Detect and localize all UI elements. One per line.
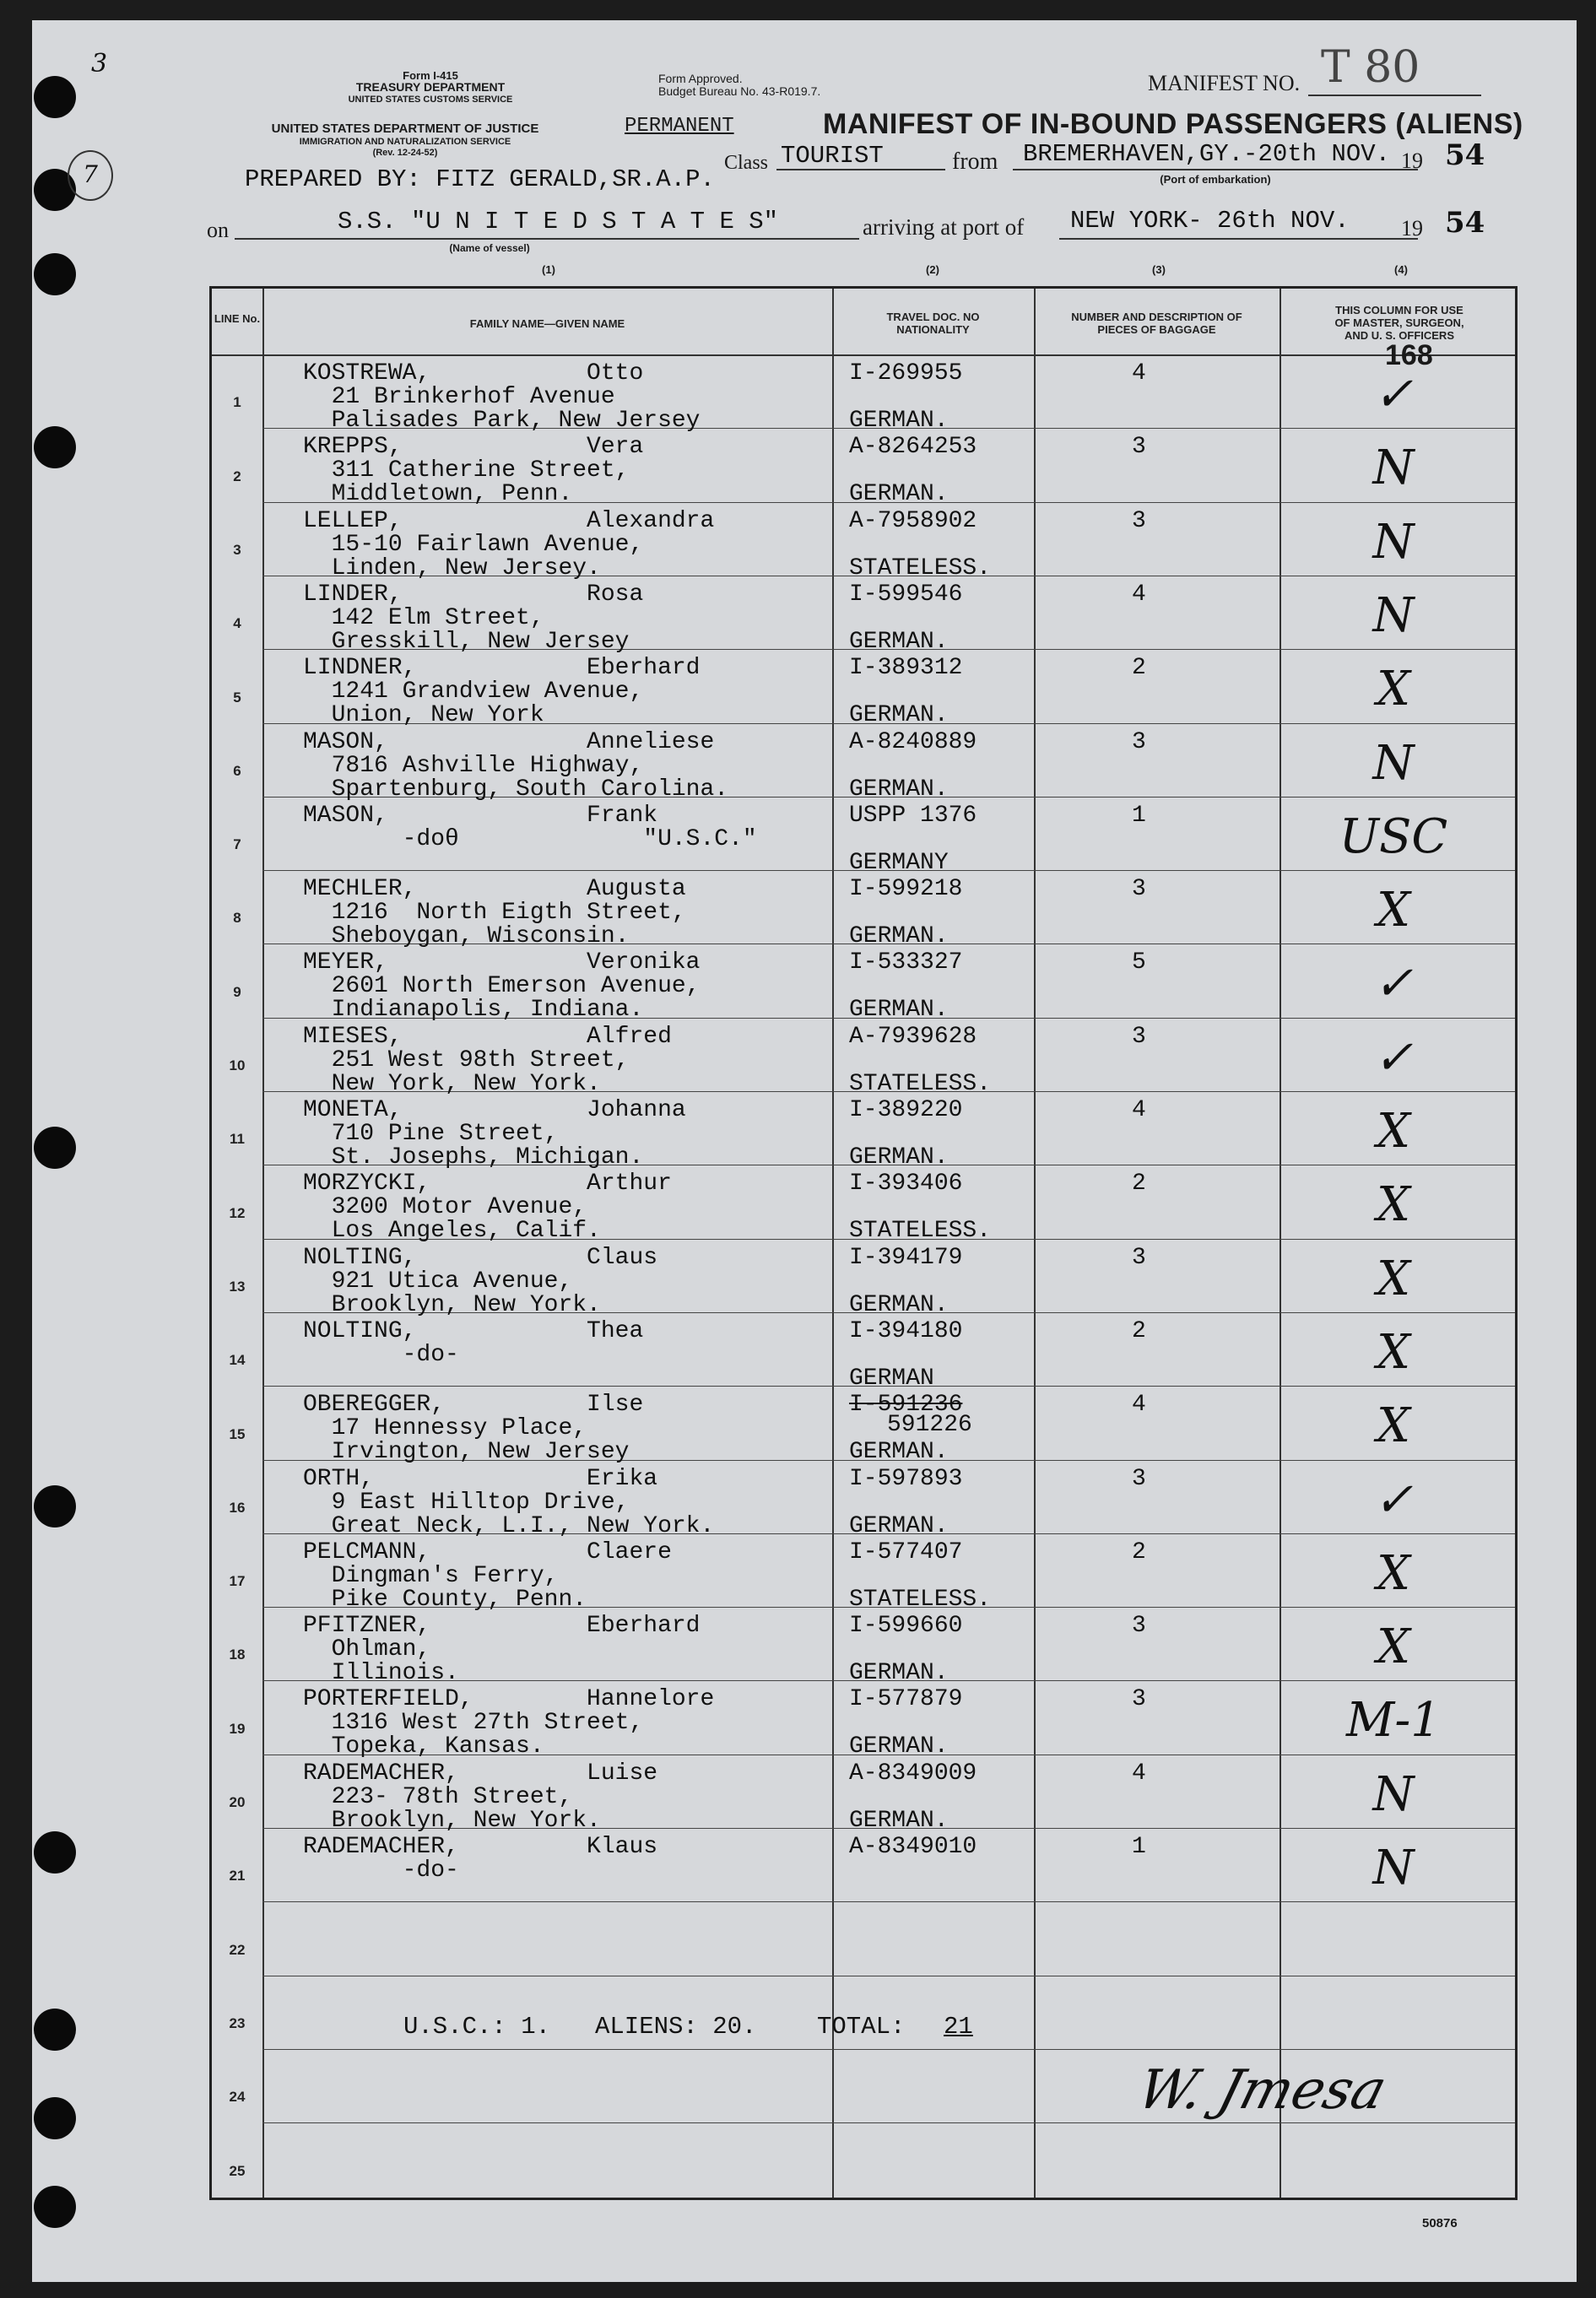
passenger-address-line: Illinois.	[303, 1660, 459, 1687]
baggage-count: 4	[1132, 1097, 1146, 1123]
passenger-address-line: Pike County, Penn.	[303, 1586, 587, 1613]
row-divider	[262, 1901, 1515, 1902]
port-caption: (Port of embarkation)	[1160, 173, 1271, 186]
travel-doc-number: I-599546	[849, 581, 963, 608]
travel-doc-number: A-7939628	[849, 1023, 977, 1050]
line-number: 20	[229, 1794, 246, 1810]
baggage-count: 3	[1132, 728, 1146, 755]
nationality: GERMAN.	[849, 628, 949, 655]
officer-check-mark: X	[1377, 1104, 1410, 1159]
col-num-3: (3)	[1152, 263, 1166, 276]
passenger-address-line: 7816 Ashville Highway,	[303, 752, 644, 779]
passenger-address-line: -do-	[303, 1341, 459, 1368]
nationality: GERMAN.	[849, 1439, 949, 1466]
travel-doc-number: I-591236	[849, 1392, 963, 1419]
line-number: 7	[233, 836, 241, 853]
officer-signature: W. Jmesa	[1131, 2059, 1393, 2122]
nationality: STATELESS.	[849, 1218, 992, 1245]
from-year: 54	[1445, 138, 1485, 172]
passenger-name: LINDNER, Eberhard	[303, 655, 701, 682]
customs-service: UNITED STATES CUSTOMS SERVICE	[348, 95, 513, 105]
line-number: 11	[230, 1131, 245, 1148]
travel-doc-corrected: 591226	[887, 1412, 972, 1439]
passenger-address-line: 2601 North Emerson Avenue,	[303, 973, 701, 1000]
baggage-count: 3	[1132, 1244, 1146, 1271]
nationality: STATELESS.	[849, 1586, 992, 1613]
passenger-name: MECHLER, Augusta	[303, 876, 686, 903]
passenger-address-line: 142 Elm Street,	[303, 604, 544, 631]
nationality: GERMANY	[849, 849, 949, 876]
baggage-count: 3	[1132, 876, 1146, 903]
officer-check-mark: X	[1377, 1619, 1410, 1675]
passenger-name: LELLEP, Alexandra	[303, 507, 715, 534]
officer-check-mark: X	[1377, 1324, 1410, 1380]
passenger-address-line: 1316 West 27th Street,	[303, 1710, 644, 1737]
summary-usc: U.S.C.: 1.	[403, 2013, 551, 2041]
passenger-address-line: St. Josephs, Michigan.	[303, 1144, 644, 1171]
punch-hole	[34, 253, 76, 295]
travel-doc-number: A-8240889	[849, 728, 977, 755]
line-number: 13	[229, 1278, 246, 1295]
passenger-address-line: 21 Brinkerhof Avenue	[303, 384, 615, 410]
officer-check-mark: X	[1377, 1545, 1410, 1601]
line-number: 17	[229, 1573, 246, 1590]
passenger-name: LINDER, Rosa	[303, 581, 644, 608]
baggage-count: 2	[1132, 1538, 1146, 1565]
punch-hole	[34, 2009, 76, 2051]
line-number: 16	[229, 1499, 246, 1516]
nationality: STATELESS.	[849, 554, 992, 581]
officers-count: 168	[1385, 339, 1433, 371]
line-number: 10	[229, 1057, 246, 1073]
line-number: 3	[233, 541, 241, 558]
summary-aliens: ALIENS: 20.	[595, 2013, 757, 2041]
nationality: GERMAN	[849, 1365, 934, 1392]
travel-doc-number: I-393406	[849, 1171, 963, 1198]
passenger-address-line: Gresskill, New Jersey	[303, 628, 630, 655]
passenger-address-line: Indianapolis, Indiana.	[303, 997, 644, 1024]
line-number: 14	[229, 1352, 246, 1369]
margin-mark: 3	[91, 49, 108, 78]
passenger-name: MASON, Frank	[303, 802, 658, 829]
nationality: GERMAN.	[849, 1144, 949, 1171]
passenger-name: PFITZNER, Eberhard	[303, 1613, 701, 1640]
baggage-count: 4	[1132, 1760, 1146, 1787]
form-number: Form I-415	[403, 69, 458, 82]
punch-hole	[34, 2186, 76, 2228]
passenger-address-line: 9 East Hilltop Drive,	[303, 1489, 630, 1516]
header-name: FAMILY NAME—GIVEN NAME	[469, 317, 625, 330]
col-num-2: (2)	[926, 263, 939, 276]
passenger-address-line: -doθ "U.S.C."	[303, 825, 757, 852]
manifest-title: MANIFEST OF IN-BOUND PASSENGERS (ALIENS)	[823, 108, 1523, 140]
passenger-address-line: Topeka, Kansas.	[303, 1733, 544, 1760]
travel-doc-number: A-8264253	[849, 434, 977, 461]
officer-check-mark: N	[1372, 1841, 1415, 1895]
arrival-year: 54	[1445, 206, 1485, 240]
line-number: 25	[229, 2162, 246, 2179]
baggage-count: 4	[1132, 1392, 1146, 1419]
officer-check-mark: X	[1377, 883, 1410, 938]
header-officers: THIS COLUMN FOR USE OF MASTER, SURGEON, AND U. S. OFFICERS	[1334, 304, 1464, 342]
from-label: from	[952, 149, 998, 175]
row-divider	[262, 2122, 1515, 2123]
passenger-address-line: Los Angeles, Calif.	[303, 1218, 601, 1245]
row-divider	[262, 2049, 1515, 2050]
summary-total-label: TOTAL:	[817, 2013, 906, 2041]
baggage-count: 2	[1132, 655, 1146, 682]
passenger-address-line: 1216 North Eigth Street,	[303, 900, 686, 927]
passenger-address-line: 1241 Grandview Avenue,	[303, 679, 644, 706]
baggage-count: 1	[1132, 1834, 1146, 1860]
from-value: BREMERHAVEN,GY.-20th NOV.	[1023, 140, 1391, 168]
line-number: 18	[229, 1646, 246, 1663]
header-doc-wrap: TRAVEL DOC. NO NATIONALITY	[886, 311, 980, 336]
nationality: GERMAN.	[849, 1733, 949, 1760]
nationality: GERMAN.	[849, 408, 949, 434]
line-number: 21	[229, 1868, 246, 1884]
from-year-prefix: 19	[1401, 149, 1423, 173]
passenger-name: PORTERFIELD, Hannelore	[303, 1686, 715, 1713]
officer-check-mark: ✓	[1373, 1030, 1414, 1085]
officer-check-mark: M-1	[1346, 1693, 1441, 1749]
baggage-count: 5	[1132, 949, 1146, 976]
officer-check-mark: X	[1377, 1177, 1410, 1233]
officer-check-mark: USC	[1339, 808, 1448, 864]
punch-hole	[34, 76, 76, 118]
passenger-address-line: Palisades Park, New Jersey	[303, 408, 701, 434]
passenger-address-line: Irvington, New Jersey	[303, 1439, 630, 1466]
travel-doc-number: I-599660	[849, 1613, 963, 1640]
passenger-name: ORTH, Erika	[303, 1465, 658, 1492]
summary-total-value: 21	[944, 2013, 973, 2041]
officer-check-mark: N	[1372, 735, 1415, 791]
passenger-name: OBEREGGER, Ilse	[303, 1392, 644, 1419]
baggage-count: 4	[1132, 581, 1146, 608]
travel-doc-number: I-577879	[849, 1686, 963, 1713]
passenger-address-line: -do-	[303, 1857, 459, 1884]
line-number: 24	[229, 2089, 246, 2106]
travel-doc-number: I-394180	[849, 1317, 963, 1344]
arrival-value: NEW YORK- 26th NOV.	[1070, 207, 1350, 235]
passenger-name: MIESES, Alfred	[303, 1023, 672, 1050]
baggage-count: 3	[1132, 507, 1146, 534]
nationality: GERMAN.	[849, 923, 949, 950]
passenger-address-line: 223- 78th Street,	[303, 1783, 573, 1810]
punch-hole	[34, 1127, 76, 1169]
line-number: 12	[229, 1204, 246, 1221]
line-number: 22	[229, 1941, 246, 1958]
officer-check-mark: X	[1377, 1251, 1410, 1306]
officer-check-mark: ✓	[1373, 1472, 1414, 1527]
travel-doc-number: I-599218	[849, 876, 963, 903]
passenger-table	[209, 286, 1518, 2200]
baggage-count: 2	[1132, 1171, 1146, 1198]
officer-check-mark: X	[1377, 1398, 1410, 1454]
passenger-name: KOSTREWA, Otto	[303, 360, 644, 387]
passenger-address-line: 311 Catherine Street,	[303, 457, 630, 484]
passenger-address-line: 710 Pine Street,	[303, 1121, 559, 1147]
prepared-by: PREPARED BY: FITZ GERALD,SR.A.P.	[245, 165, 715, 193]
punch-hole	[34, 2097, 76, 2139]
header-baggage: NUMBER AND DESCRIPTION OF PIECES OF BAGGAGE	[1071, 311, 1242, 336]
footer-code: 50876	[1422, 2216, 1458, 2230]
travel-doc-number: I-533327	[849, 949, 963, 976]
baggage-count: 4	[1132, 360, 1146, 387]
nationality: GERMAN.	[849, 1807, 949, 1834]
officer-check-mark: ✓	[1373, 367, 1414, 422]
officer-check-mark: N	[1372, 587, 1415, 643]
vessel-caption: (Name of vessel)	[449, 242, 530, 254]
nationality: GERMAN.	[849, 1291, 949, 1318]
travel-doc-number: A-8349009	[849, 1760, 977, 1787]
officer-check-mark: N	[1372, 441, 1415, 496]
passenger-name: PELCMANN, Claere	[303, 1538, 672, 1565]
passenger-address-line: Middletown, Penn.	[303, 481, 573, 508]
line-number: 8	[233, 910, 241, 927]
arriving-label: arriving at port of	[863, 214, 1025, 240]
passenger-address-line: Ohlman,	[303, 1636, 431, 1663]
travel-doc-number: I-269955	[849, 360, 963, 387]
on-label: on	[207, 218, 229, 242]
passenger-name: MONETA, Johanna	[303, 1097, 686, 1123]
officer-check-mark: ✓	[1373, 956, 1414, 1012]
class-label: Class	[724, 152, 769, 174]
passenger-name: KREPPS, Vera	[303, 434, 644, 461]
line-number: 2	[233, 468, 241, 484]
nationality: STATELESS.	[849, 1070, 992, 1097]
nationality: GERMAN.	[849, 702, 949, 729]
passenger-address-line: 921 Utica Avenue,	[303, 1268, 573, 1295]
travel-doc-number: I-389220	[849, 1097, 963, 1123]
nationality: GERMAN.	[849, 997, 949, 1024]
line-number: 15	[229, 1425, 246, 1442]
passenger-name: RADEMACHER, Klaus	[303, 1834, 658, 1860]
line-number: 4	[233, 615, 241, 632]
officer-check-mark: N	[1372, 1766, 1415, 1822]
manifest-no-value: T 80	[1321, 42, 1420, 93]
passenger-name: MEYER, Veronika	[303, 949, 701, 976]
passenger-address-line: Spartenburg, South Carolina.	[303, 776, 729, 803]
passenger-address-line: 15-10 Fairlawn Avenue,	[303, 531, 644, 558]
travel-doc-number: I-597893	[849, 1465, 963, 1492]
travel-doc-number: USPP 1376	[849, 802, 977, 829]
manifest-no-label: MANIFEST NO.	[1148, 71, 1301, 95]
line-number: 23	[229, 2014, 246, 2031]
passenger-name: RADEMACHER, Luise	[303, 1760, 658, 1787]
passenger-address-line: Brooklyn, New York.	[303, 1807, 601, 1834]
travel-doc-number: A-8349010	[849, 1834, 977, 1860]
col-num-1: (1)	[542, 263, 555, 276]
passenger-address-line: Great Neck, L.I., New York.	[303, 1512, 715, 1539]
baggage-count: 2	[1132, 1317, 1146, 1344]
permanent-label: PERMANENT	[625, 115, 734, 138]
travel-doc-number: I-389312	[849, 655, 963, 682]
col-num-4: (4)	[1394, 263, 1408, 276]
line-number: 1	[233, 394, 241, 411]
baggage-count: 3	[1132, 1686, 1146, 1713]
nationality: GERMAN.	[849, 481, 949, 508]
class-value: TOURIST	[781, 142, 884, 170]
margin-mark-circled: 7	[68, 150, 113, 201]
form-approved: Form Approved.	[658, 72, 743, 85]
passenger-address-line: 3200 Motor Avenue,	[303, 1194, 587, 1221]
arrival-year-prefix: 19	[1401, 216, 1423, 241]
line-number: 19	[229, 1720, 246, 1737]
nationality: GERMAN.	[849, 1512, 949, 1539]
budget-bureau: Budget Bureau No. 43-R019.7.	[658, 84, 821, 98]
passenger-address-line: Linden, New Jersey.	[303, 554, 601, 581]
passenger-address-line: Dingman's Ferry,	[303, 1562, 559, 1589]
line-number: 5	[233, 689, 241, 706]
header-line-no: LINE No.	[214, 312, 261, 325]
line-number: 6	[233, 762, 241, 779]
treasury-dept: TREASURY DEPARTMENT	[355, 80, 506, 94]
nationality: GERMAN.	[849, 776, 949, 803]
travel-doc-number: A-7958902	[849, 507, 977, 534]
passenger-address-line: Union, New York	[303, 702, 544, 729]
punch-hole	[34, 426, 76, 468]
passenger-name: MASON, Anneliese	[303, 728, 715, 755]
passenger-address-line: New York, New York.	[303, 1070, 601, 1097]
passenger-name: MORZYCKI, Arthur	[303, 1171, 672, 1198]
ins-service: IMMIGRATION AND NATURALIZATION SERVICE	[299, 137, 511, 147]
officer-check-mark: N	[1372, 514, 1415, 570]
passenger-address-line: 17 Hennessy Place,	[303, 1415, 587, 1442]
travel-doc-number: I-577407	[849, 1538, 963, 1565]
passenger-name: NOLTING, Thea	[303, 1317, 644, 1344]
officer-check-mark: X	[1377, 662, 1410, 717]
passenger-address-line: 251 West 98th Street,	[303, 1046, 630, 1073]
baggage-count: 3	[1132, 434, 1146, 461]
passenger-address-line: Brooklyn, New York.	[303, 1291, 601, 1318]
baggage-count: 3	[1132, 1613, 1146, 1640]
punch-hole	[34, 1831, 76, 1874]
revision: (Rev. 12-24-52)	[372, 148, 438, 158]
justice-dept: UNITED STATES DEPARTMENT OF JUSTICE	[271, 122, 539, 136]
passenger-address-line: Sheboygan, Wisconsin.	[303, 923, 630, 950]
baggage-count: 3	[1132, 1465, 1146, 1492]
travel-doc-number: I-394179	[849, 1244, 963, 1271]
baggage-count: 1	[1132, 802, 1146, 829]
vessel-name: S.S. "U N I T E D S T A T E S"	[338, 208, 779, 235]
nationality: GERMAN.	[849, 1660, 949, 1687]
baggage-count: 3	[1132, 1023, 1146, 1050]
punch-hole	[34, 1485, 76, 1527]
passenger-name: NOLTING, Claus	[303, 1244, 658, 1271]
line-number: 9	[233, 983, 241, 1000]
